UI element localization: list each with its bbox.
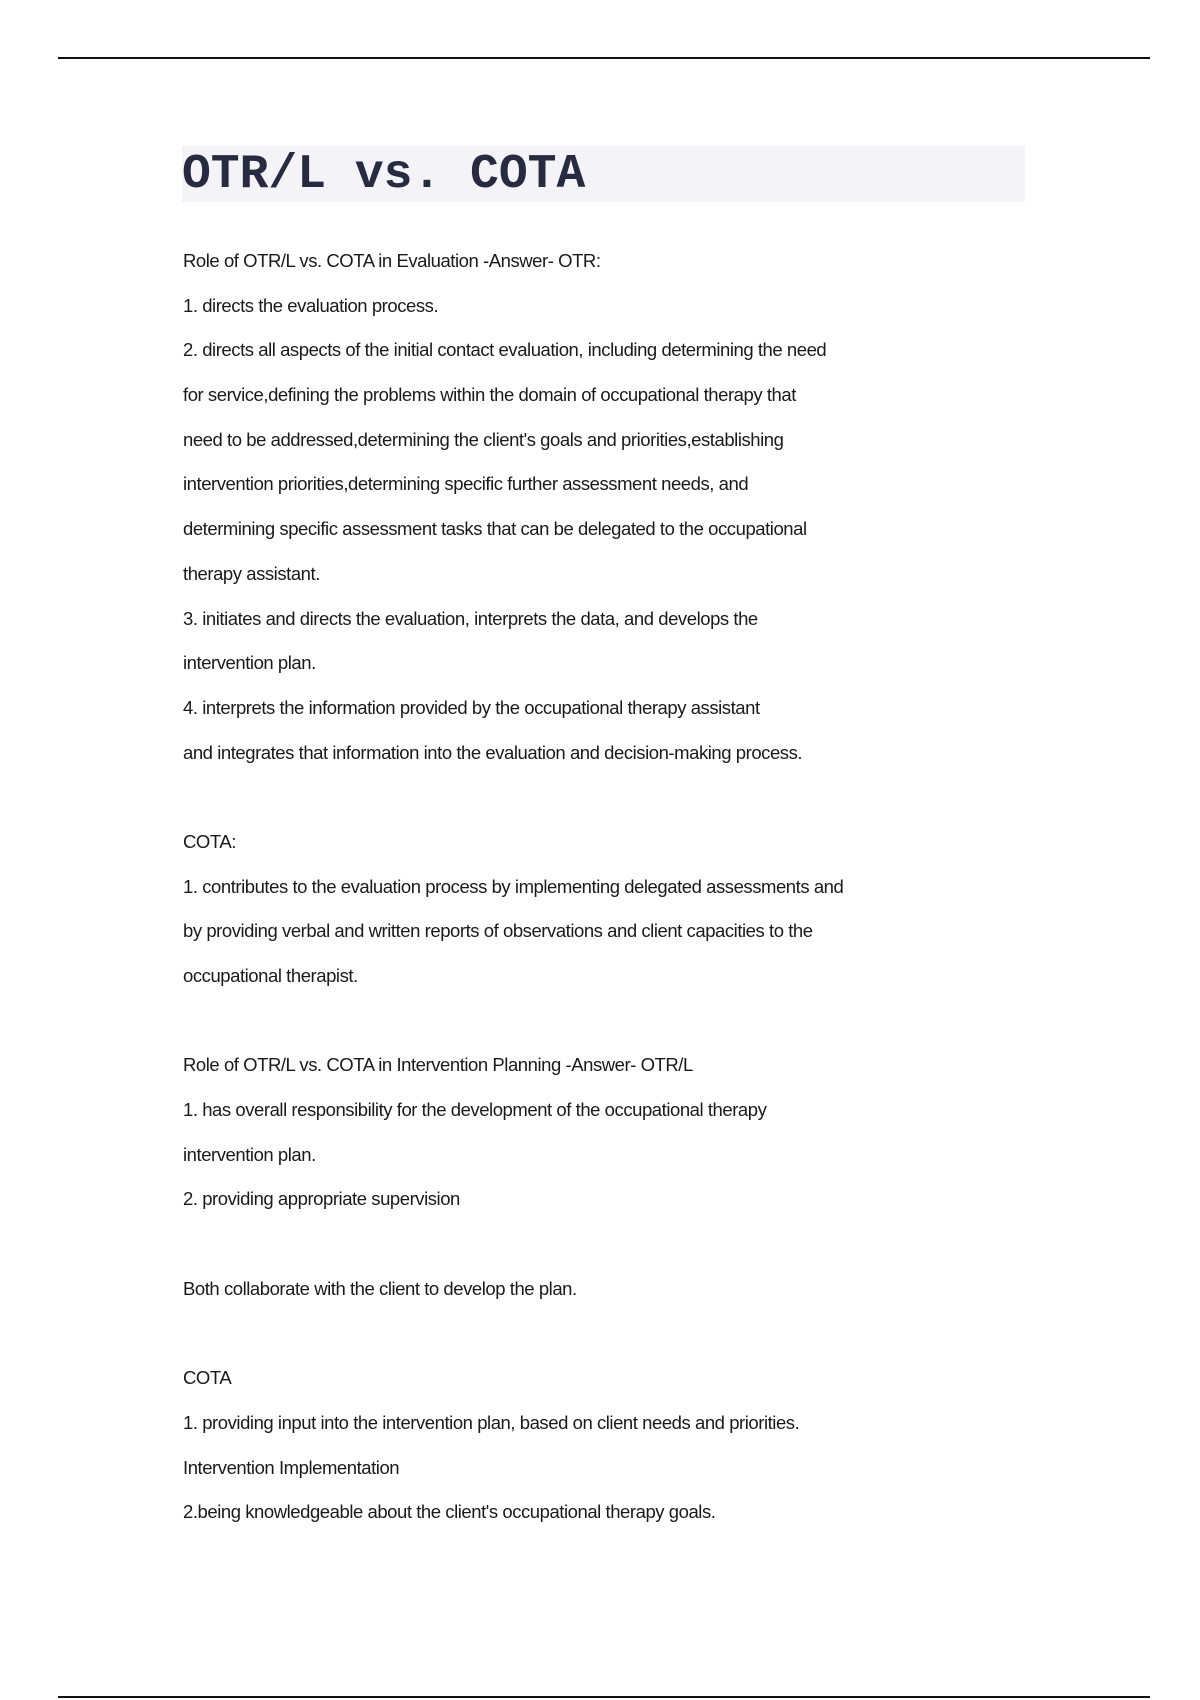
text-line: determining specific assessment tasks that can be delegated to the occupational xyxy=(183,518,807,540)
text-line: intervention priorities,determining specific further assessment needs, and xyxy=(183,473,749,495)
text-line: 1. directs the evaluation process. xyxy=(183,294,439,316)
text-line: Role of OTR/L vs. COTA in Evaluation -Answer- OTR: xyxy=(183,250,601,271)
blank-line xyxy=(183,1312,1083,1357)
text-line: COTA: xyxy=(183,830,236,852)
footer-rule xyxy=(58,1696,1150,1698)
text-line: for service,defining the problems within the domain of occupational therapy that xyxy=(183,384,796,406)
text-line: Both collaborate with the client to develop the plan. xyxy=(183,1277,577,1299)
text-line: 1. has overall responsibility for the development of the occupational therapy xyxy=(183,1099,767,1121)
page-title: OTR/L vs. COTA xyxy=(182,148,586,202)
text-line: 2. providing appropriate supervision xyxy=(183,1188,460,1210)
text-line: occupational therapist. xyxy=(183,965,358,986)
text-line: 2.being knowledgeable about the client's occupational therapy goals. xyxy=(183,1501,716,1523)
text-line: 3. initiates and directs the evaluation, interprets the data, and develops the xyxy=(183,607,758,629)
text-line: therapy assistant. xyxy=(183,562,320,584)
text-line: by providing verbal and written reports of observations and client capacities to the xyxy=(183,920,813,942)
text-line: 2. directs all aspects of the initial contact evaluation, including determining the need xyxy=(183,339,827,361)
text-line: Intervention Implementation xyxy=(183,1456,400,1478)
text-line: and integrates that information into the evaluation and decision-making process. xyxy=(183,741,803,763)
document-body xyxy=(183,239,1083,1535)
text-line: need to be addressed,determining the client's goals and priorities,establishing xyxy=(183,428,784,450)
text-line: intervention plan. xyxy=(183,1143,316,1165)
text-line: 1. providing input into the intervention plan, based on client needs and priorities. xyxy=(183,1411,800,1433)
text-line: 1. contributes to the evaluation process by implementing delegated assessments and xyxy=(183,875,844,897)
text-line: Role of OTR/L vs. COTA in Intervention Planning -Answer- OTR/L xyxy=(183,1054,693,1076)
text-line: intervention plan. xyxy=(183,652,316,674)
text-line: 4. interprets the information provided by the occupational therapy assistant xyxy=(183,696,760,718)
blank-line xyxy=(183,775,1083,820)
text-line: COTA xyxy=(183,1367,232,1389)
blank-line xyxy=(183,1222,1083,1267)
blank-line xyxy=(183,999,1083,1044)
header-rule xyxy=(58,57,1150,59)
